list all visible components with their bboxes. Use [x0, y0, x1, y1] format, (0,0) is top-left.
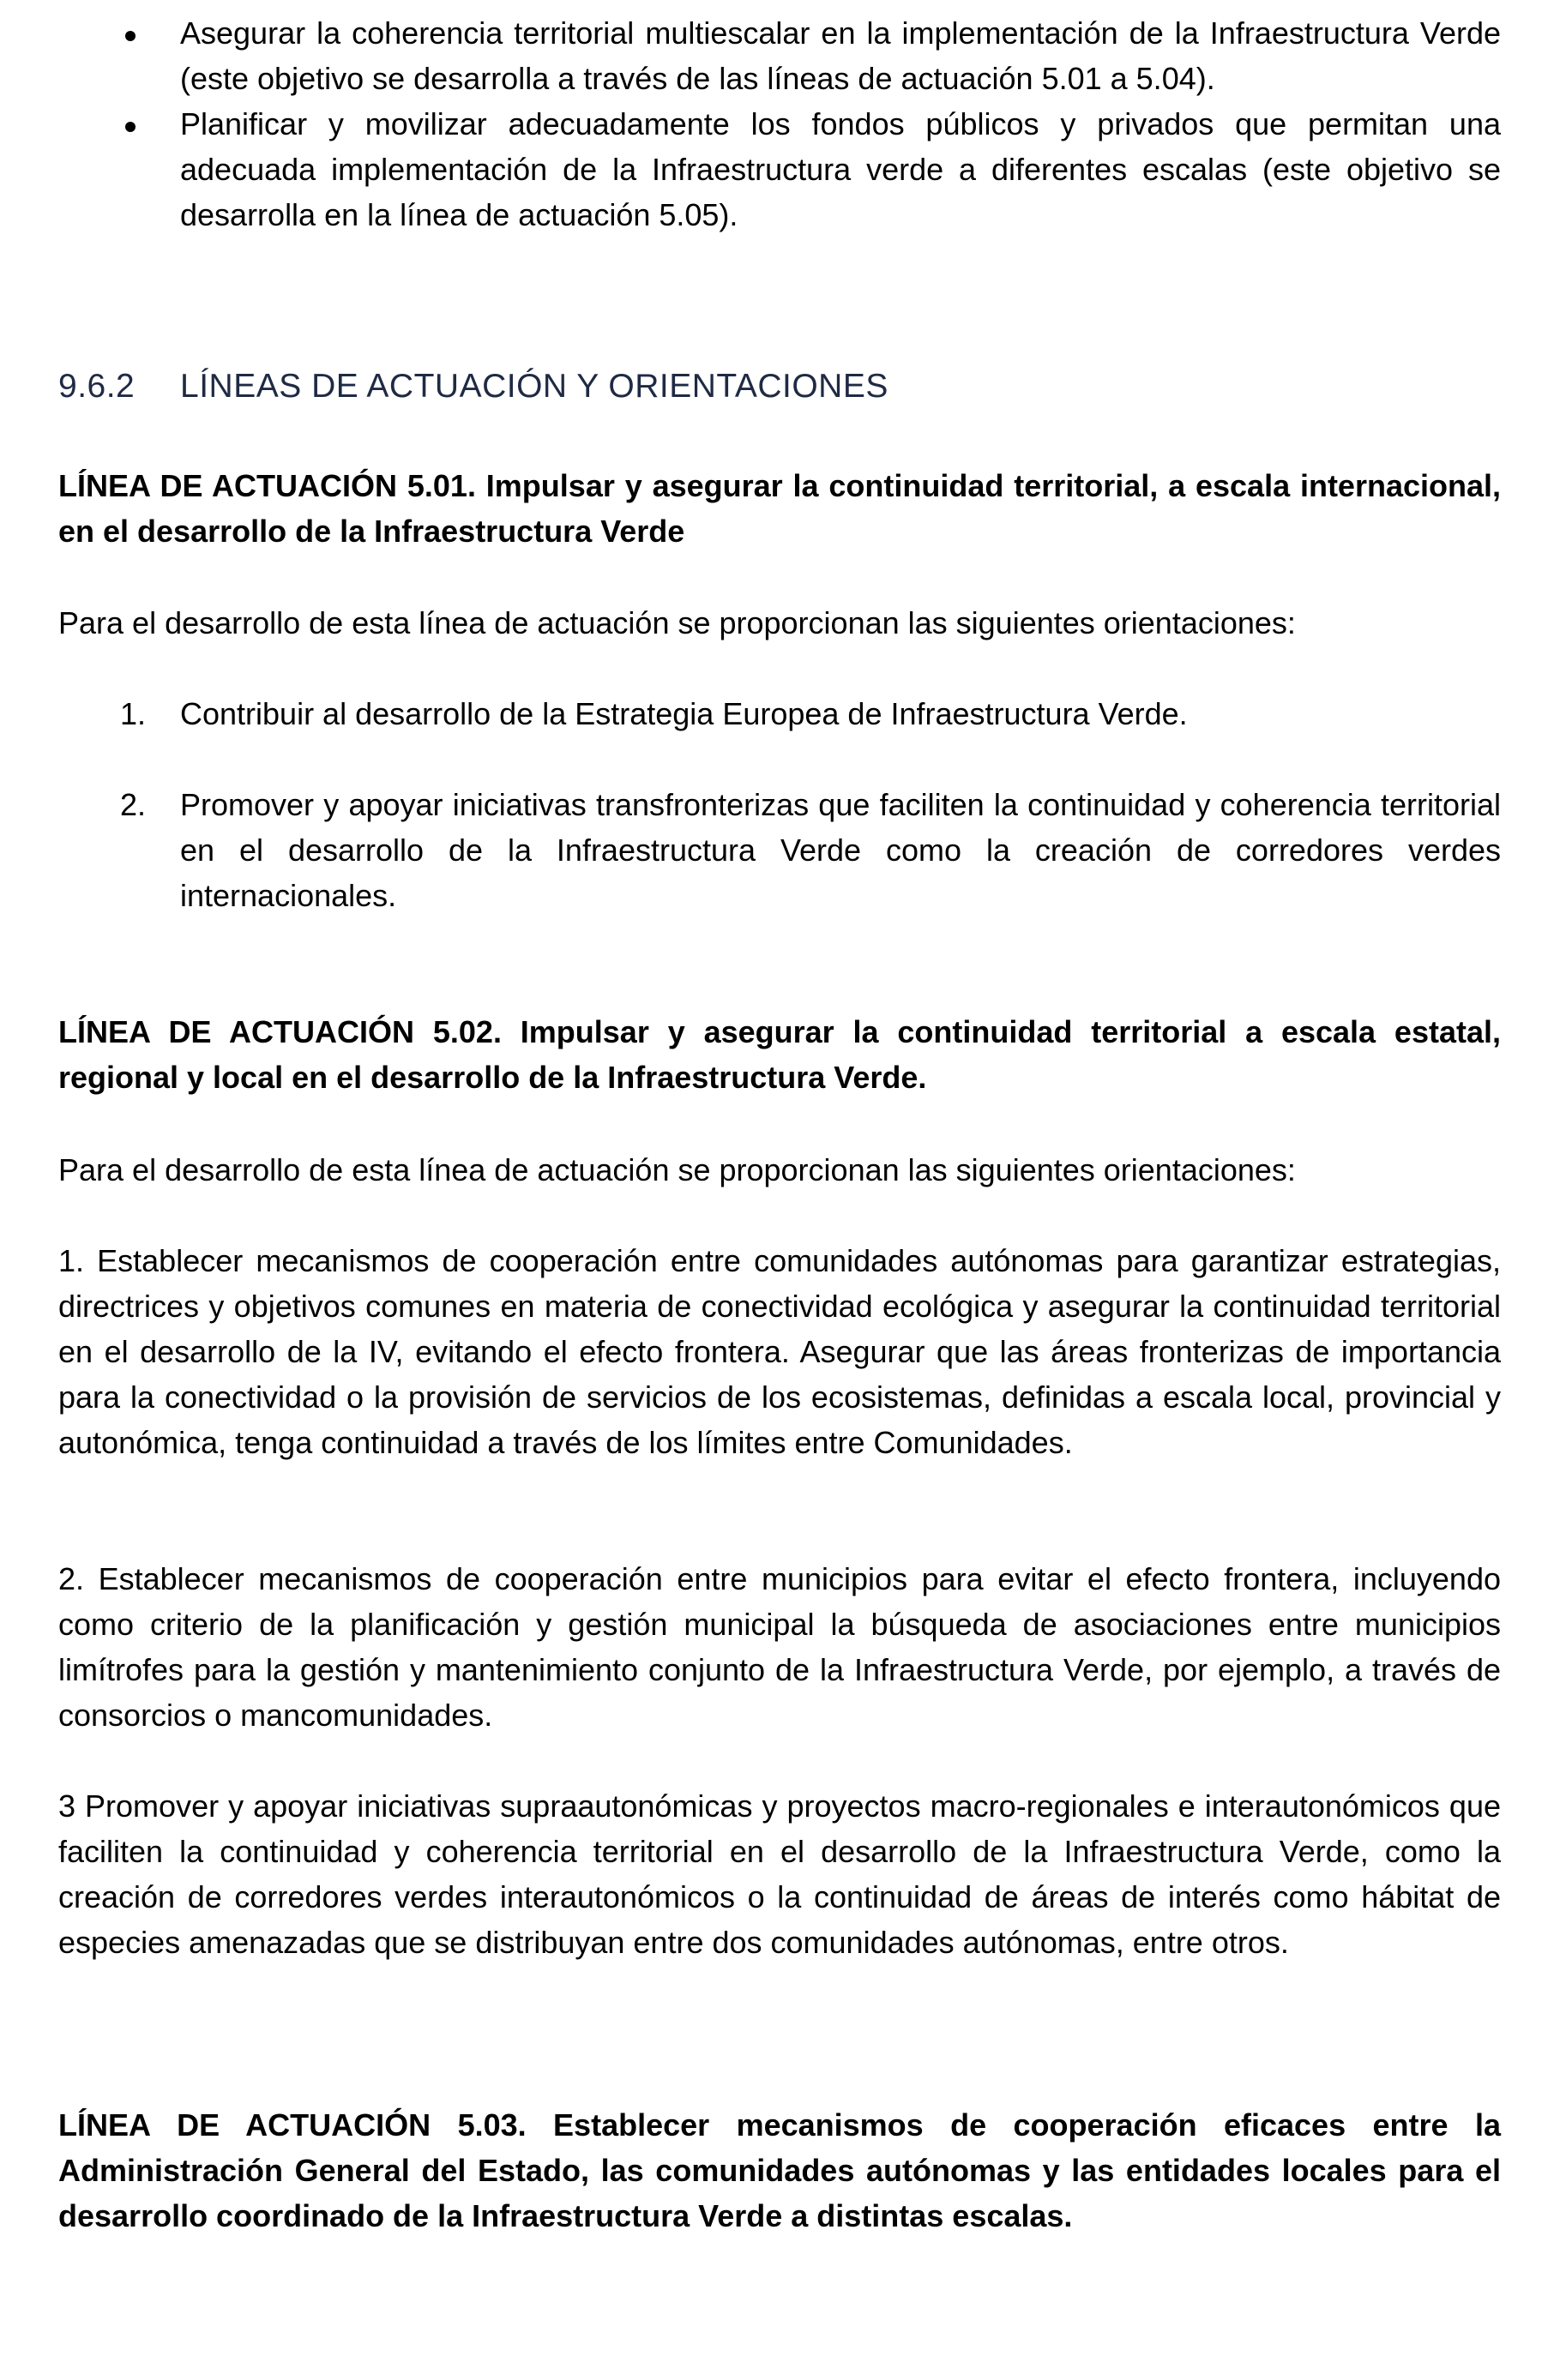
list-marker: 2. — [120, 787, 147, 822]
line-502-paragraph-1: 1. Establecer mecanismos de cooperación entre comunidades autónomas para garantizar estrategias, directrices y objetivos comunes en materia de conectividad ecológica y asegurar la continuidad territorial en el desarrollo de la IV, evitando el efecto frontera. Asegurar que las áreas fronterizas de importancia para la conectividad o la provisión de servicios de los ecosistemas, definidas a escala local, provincial y autonómica, tenga continuidad a través de los límites entre Comunidades. — [58, 1243, 1501, 1460]
bullet-text: Asegurar la coherencia territorial multiescalar en la implementación de la Infraestructura Verde (este objetivo se desarrolla a través de las líneas de actuación 5.01 a 5.04). — [180, 15, 1501, 96]
section-heading — [58, 364, 1501, 409]
bullet-item — [58, 101, 1501, 237]
line-502-intro: Para el desarrollo de esta línea de actuación se proporcionan las siguientes orientaciones: — [58, 1152, 1296, 1187]
bullet-item — [58, 10, 1501, 101]
line-501-intro: Para el desarrollo de esta línea de actuación se proporcionan las siguientes orientaciones: — [58, 605, 1296, 640]
section-number: 9.6.2 — [58, 368, 136, 405]
list-item-text: Contribuir al desarrollo de la Estrategia Europea de Infraestructura Verde. — [180, 696, 1188, 731]
objectives-bullet-list — [58, 10, 1501, 237]
section-title: LÍNEAS DE ACTUACIÓN Y ORIENTACIONES — [180, 368, 888, 405]
bullet-text: Planificar y movilizar adecuadamente los fondos públicos y privados que permitan una adecuada implementación de la Infraestructura verde a diferentes escalas (este objetivo se desarrolla en la línea de actuación 5.05). — [180, 106, 1501, 232]
line-501-item-2 — [58, 782, 1501, 918]
line-502-paragraph-2: 2. Establecer mecanismos de cooperación entre municipios para evitar el efecto frontera, incluyendo como criterio de la planificación y gestión municipal la búsqueda de asociaciones entre municipios limítrofes para la gestión y mantenimiento conjunto de la Infraestructura Verde, por ejemplo, a través de consorcios o mancomunidades. — [58, 1561, 1501, 1733]
list-item-text: Promover y apoyar iniciativas transfronterizas que faciliten la continuidad y coherencia territorial en el desarrollo de la Infraestructura Verde como la creación de corredores verdes internacionales. — [180, 787, 1501, 913]
line-501-item-1 — [58, 691, 1501, 736]
bullet-icon — [125, 122, 136, 132]
line-502-heading: LÍNEA DE ACTUACIÓN 5.02. Impulsar y asegurar la continuidad territorial a escala estatal, regional y local en el desarrollo de la Infraestructura Verde. — [58, 1014, 1501, 1095]
line-503-heading: LÍNEA DE ACTUACIÓN 5.03. Establecer mecanismos de cooperación eficaces entre la Administración General del Estado, las comunidades autónomas y las entidades locales para el desarrollo coordinado de la Infraestructura Verde a distintas escalas. — [58, 2107, 1501, 2233]
line-501-heading: LÍNEA DE ACTUACIÓN 5.01. Impulsar y asegurar la continuidad territorial, a escala internacional, en el desarrollo de la Infraestructura Verde — [58, 468, 1501, 549]
list-marker: 1. — [120, 696, 147, 731]
bullet-icon — [125, 31, 136, 41]
line-502-paragraph-3: 3 Promover y apoyar iniciativas supraautonómicas y proyectos macro-regionales e interautonómicos que faciliten la continuidad y coherencia territorial en el desarrollo de la Infraestructura Verde, como la creación de corredores verdes interautonómicos o la continuidad de áreas de interés como hábitat de especies amenazadas que se distribuyan entre dos comunidades autónomas, entre otros. — [58, 1788, 1501, 1960]
